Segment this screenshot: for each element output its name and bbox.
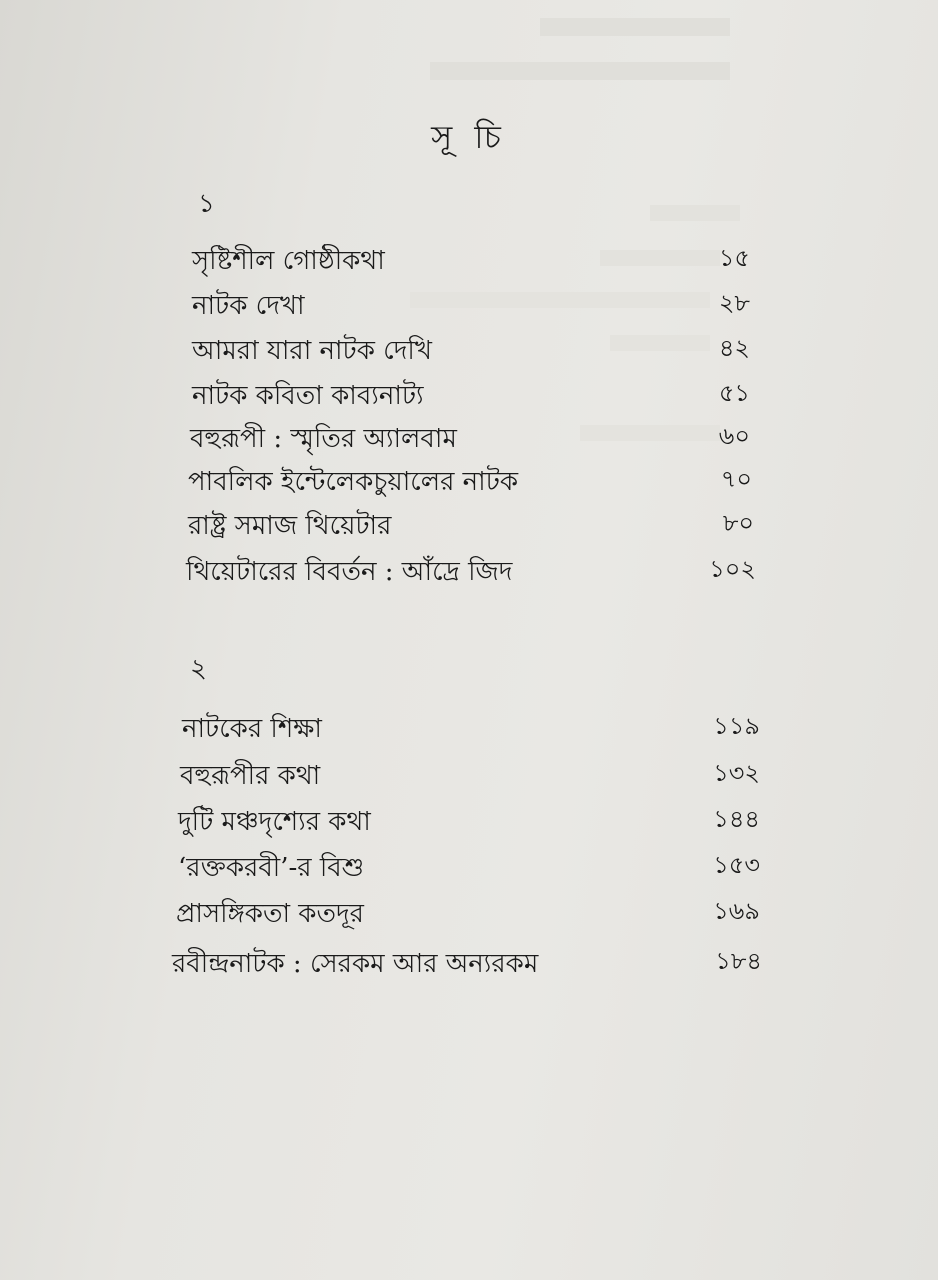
toc-entry-page: ১৪৪ [713, 805, 760, 833]
toc-entry [0, 893, 938, 933]
toc-entry-page: ১৬৯ [713, 897, 760, 925]
toc-entry-title: ‘রক্তকরবী’-র বিশু [178, 853, 365, 883]
toc-entry-page: ১০২ [709, 555, 756, 583]
section-number: ১ [198, 189, 215, 219]
show-through-line [540, 18, 730, 36]
toc-entry [0, 418, 938, 458]
toc-entry-page: ২৮ [718, 289, 750, 317]
toc-entry [0, 375, 938, 415]
toc-entry-page: ৮০ [722, 509, 754, 537]
toc-entry-title: বহুরূপীর কথা [180, 761, 321, 791]
toc-entry-page: ১৮৪ [715, 947, 762, 975]
toc-entry-title: নাটকের শিক্ষা [182, 714, 322, 744]
toc-entry [0, 330, 938, 370]
toc-entry-title: দুটি মঞ্চদৃশ্যের কথা [178, 807, 371, 837]
toc-entry-title: প্রাসঙ্গিকতা কতদূর [176, 899, 364, 929]
toc-entry-title: থিয়েটারের বিবর্তন : আঁদ্রে জিদ [186, 557, 513, 587]
toc-entry [0, 551, 938, 591]
toc-entry [0, 708, 938, 748]
toc-entry-title: নাটক দেখা [192, 291, 305, 321]
toc-entry-title: বহুরূপী : স্মৃতির অ্যালবাম [190, 424, 457, 454]
toc-entry-page: ৫১ [718, 379, 750, 407]
toc-entry-title: নাটক কবিতা কাব্যনাট্য [192, 381, 424, 411]
toc-entry-page: ১৫৩ [713, 851, 760, 879]
toc-entry [0, 505, 938, 545]
show-through-line [430, 62, 730, 80]
toc-entry-title: সৃষ্টিশীল গোষ্ঠীকথা [192, 246, 385, 276]
toc-entry-title: রবীন্দ্রনাটক : সেরকম আর অন্যরকম [172, 949, 539, 979]
toc-entry [0, 943, 938, 983]
show-through-line [650, 205, 740, 221]
toc-entry-page: ৬০ [718, 422, 750, 450]
toc-entry-title: রাষ্ট্র সমাজ থিয়েটার [188, 511, 392, 541]
toc-entry-page: ১৩২ [713, 759, 760, 787]
section-number: ২ [190, 654, 207, 684]
toc-entry [0, 755, 938, 795]
toc-entry [0, 801, 938, 841]
toc-entry [0, 285, 938, 325]
toc-entry-title: আমরা যারা নাটক দেখি [192, 336, 432, 366]
toc-entry [0, 240, 938, 280]
toc-entry-page: ৭০ [720, 465, 752, 493]
toc-entry-page: ১৫ [718, 244, 750, 272]
page-title: সূ চি [431, 118, 507, 156]
toc-entry [0, 847, 938, 887]
toc-entry-page: ৪২ [718, 334, 750, 362]
toc-entry [0, 461, 938, 501]
toc-entry-page: ১১৯ [713, 712, 760, 740]
toc-entry-title: পাবলিক ইন্টেলেকচুয়ালের নাটক [188, 467, 519, 497]
